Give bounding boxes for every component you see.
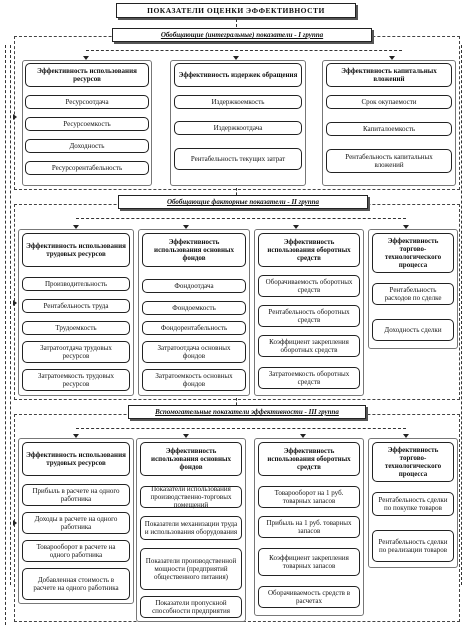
group1-col1-item: Доходность [25,139,149,153]
group2-col1-item: Производительность [22,277,130,291]
group1-col1-item: Ресурсорентабельность [25,161,149,175]
group3-col1-item: Прибыль в расчете на одного работника [22,484,130,506]
group2-col1-item: Трудоемкость [22,321,130,335]
group3-col1-item: Товарооборот в расчете на одного работника [22,540,130,562]
group2-col4-header: Эффективность торгово-технологического процесса [372,233,454,273]
diagram-title: ПОКАЗАТЕЛИ ОЦЕНКИ ЭФФЕКТИВНОСТИ [116,3,356,18]
right-spine [461,45,462,585]
group3-col2-header: Эффективность использования основных фондов [140,442,242,476]
group2-col3-item: Коэффициент закрепления оборотных средств [258,335,360,357]
group2-col2-item: Фондоемкость [142,301,246,315]
group1-col3-item: Срок окупаемости [326,95,452,109]
left-spine [5,45,6,625]
arrow [13,520,17,526]
group2-label: Обобщающие факторные показатели - II группа [118,195,368,209]
group2-col2-item: Фондорентабельность [142,321,246,335]
group3-col4-item: Рентабельность сделки по реализации товаров [372,530,454,562]
group1-col3-item: Капиталоемкость [326,122,452,136]
group2-col3-header: Эффективность использования оборотных средств [258,233,360,267]
connector [236,188,237,195]
group1-col1-item: Ресурсоемкость [25,117,149,131]
group1-col1-header: Эффективность использования ресурсов [25,63,149,87]
group2-col2-item: Фондоотдача [142,279,246,293]
group2-col2-item: Затратоотдача основных фондов [142,341,246,363]
group2-col1-item: Затратоемкость трудовых ресурсов [22,369,130,391]
group3-col3-item: Прибыль на 1 руб. товарных запасов [258,516,360,538]
group2-col1-item: Рентабельность труда [22,299,130,313]
arrow [13,300,17,306]
group1-col3-item: Рентабельность капитальных вложений [326,149,452,173]
group3-col2-item: Показатели использования производственно-торговых помещений [140,486,242,508]
group3-col1-item: Добавленная стоимость в расчете на одного работника [22,568,130,600]
group1-label: Обобщающие (интегральные) показатели - I группа [112,28,372,42]
group3-col4-item: Рентабельность сделки по покупке товаров [372,492,454,516]
left-spine-inner [10,45,11,585]
group3-col2-item: Показатели механизации труда и использования оборудования [140,516,242,540]
group3-col3-item: Товарооборот на 1 руб. товарных запасов [258,486,360,508]
group3-col1-item: Доходы в расчете на одного работника [22,512,130,534]
connector [76,218,406,219]
group2-col1-item: Затратоотдача трудовых ресурсов [22,341,130,363]
group1-col2-item: Издержкоотдача [174,121,302,135]
connector [236,19,237,27]
group2-col2-item: Затратоемкость основных фондов [142,369,246,391]
group1-col3-header: Эффективность капитальных вложений [326,63,452,87]
group1-col2-item: Издержкоемкость [174,95,302,109]
group2-col4-item: Доходность сделки [372,319,454,341]
group3-col3-header: Эффективность использования оборотных средств [258,442,360,476]
group2-col2-header: Эффективность использования основных фондов [142,233,246,267]
connector [76,428,406,429]
group1-col2-item: Рентабельность текущих затрат [174,148,302,170]
group1-col1-item: Ресурсоотдача [25,95,149,109]
arrow [13,114,17,120]
group3-col3-item: Оборачиваемость средств в расчетах [258,586,360,608]
connector [236,398,237,405]
group3-col2-item: Показатели производственной мощности (предприятий общественного питания) [140,548,242,590]
group3-col3-item: Коэффициент закрепления товарных запасов [258,548,360,576]
group3-col4-header: Эффективность торгово-технологического процесса [372,442,454,482]
group3-col1-header: Эффективность использования трудовых ресурсов [22,442,130,476]
group3-col2-item: Показатели пропускной способности предприятия [140,596,242,618]
group2-col3-item: Затратоемкость оборотных средств [258,367,360,389]
group2-col1-header: Эффективность использования трудовых ресурсов [22,233,130,267]
group2-col3-item: Оборачиваемость оборотных средств [258,275,360,297]
connector [86,50,402,51]
group2-col3-item: Рентабельность оборотных средств [258,305,360,327]
group3-label: Вспомогательные показатели эффективности - III группа [128,405,366,419]
group1-col2-header: Эффективность издержек обращения [174,63,302,87]
group2-col4-item: Рентабельность расходов по сделке [372,283,454,305]
